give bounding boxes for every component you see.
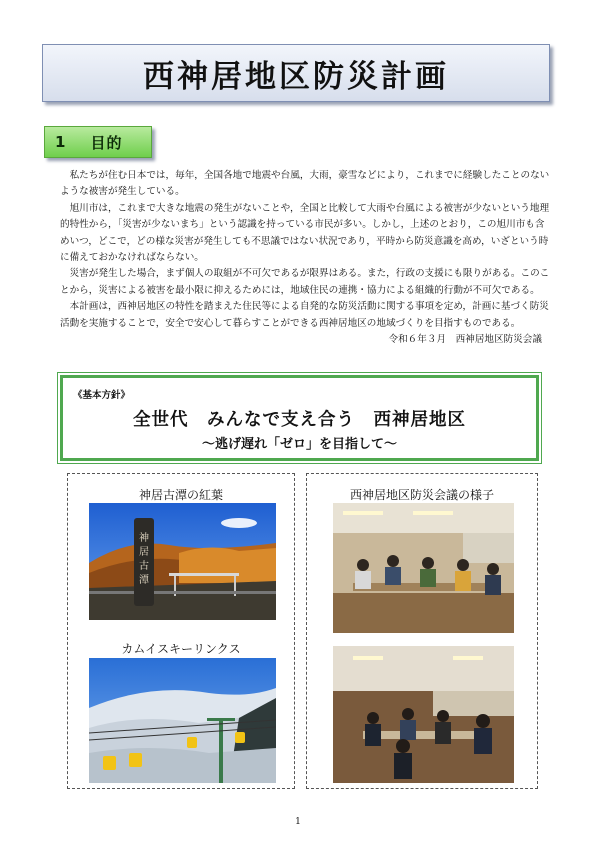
page-title-box: [42, 44, 550, 102]
purpose-text: [60, 168, 554, 348]
caption-ski-resort: カムイスキーリンクス: [121, 642, 241, 656]
paragraph-3: 災害が発生した場合，まず個人の取組が不可欠であるが限界はある。また，行政の支援にも限りがある。このことから，災害による被害を最小限に抑えるためには，地域住民の連携・協力による組織的行動が不可欠である。: [60, 268, 550, 296]
ski-photo: [89, 658, 276, 783]
photo-panel-right: [306, 473, 538, 789]
monument-char-1: 神: [139, 533, 149, 544]
meeting-photo-1: [333, 503, 514, 633]
paragraph-4: 本計画は，西神居地区の特性を踏まえた住民等による自発的な防災活動に関する事項を定め，計画に基づく防災活動を実施することで，安全で安心して暮らすことができる西神居地区の地域づくりを目指すものである。: [60, 301, 549, 329]
monument-char-4: 潭: [139, 575, 149, 586]
signature: 令和６年３月 西神居地区防災会議: [388, 334, 542, 346]
page-number: 1: [295, 817, 301, 827]
policy-label: 《基本方針》: [73, 390, 131, 401]
page-title: 西神居地区防災計画: [143, 58, 449, 95]
section-number: 1: [55, 133, 67, 151]
policy-main: 全世代 みんなで支え合う 西神居地区: [133, 410, 466, 430]
photo-panel-left: [67, 473, 295, 789]
basic-policy-box: [60, 375, 539, 461]
policy-sub: ～逃げ遅れ「ゼロ」を目指して～: [201, 437, 397, 452]
monument-char-2: 居: [139, 547, 149, 558]
autumn-photo: [89, 503, 276, 620]
paragraph-2: 旭川市は，これまで大きな地震の発生がないことや，全国と比較して大雨や台風による被害が少ないという地理的特性から，「災害が少ないまち」という認識を持っている市民が多い。しかし，上述のとおり，この旭川市も含めいつ，どこで，どの様な災害が発生しても不思議ではない状況であり，平時から防災意識を高め，いざという時に備えておかなければならない。: [60, 202, 550, 264]
section-heading: [44, 126, 152, 158]
caption-meeting: 西神居地区防災会議の様子: [349, 488, 494, 502]
monument-char-3: 古: [139, 561, 149, 572]
section-title: 目的: [90, 133, 123, 152]
paragraph-1: 私たちが住む日本では，毎年，全国各地で地震や台風，大雨，豪雪などにより，これまでに経験したことのないような被害が発生している。: [60, 170, 550, 198]
meeting-photo-2: [333, 646, 514, 783]
caption-autumn-leaves: 神居古潭の紅葉: [138, 488, 223, 502]
